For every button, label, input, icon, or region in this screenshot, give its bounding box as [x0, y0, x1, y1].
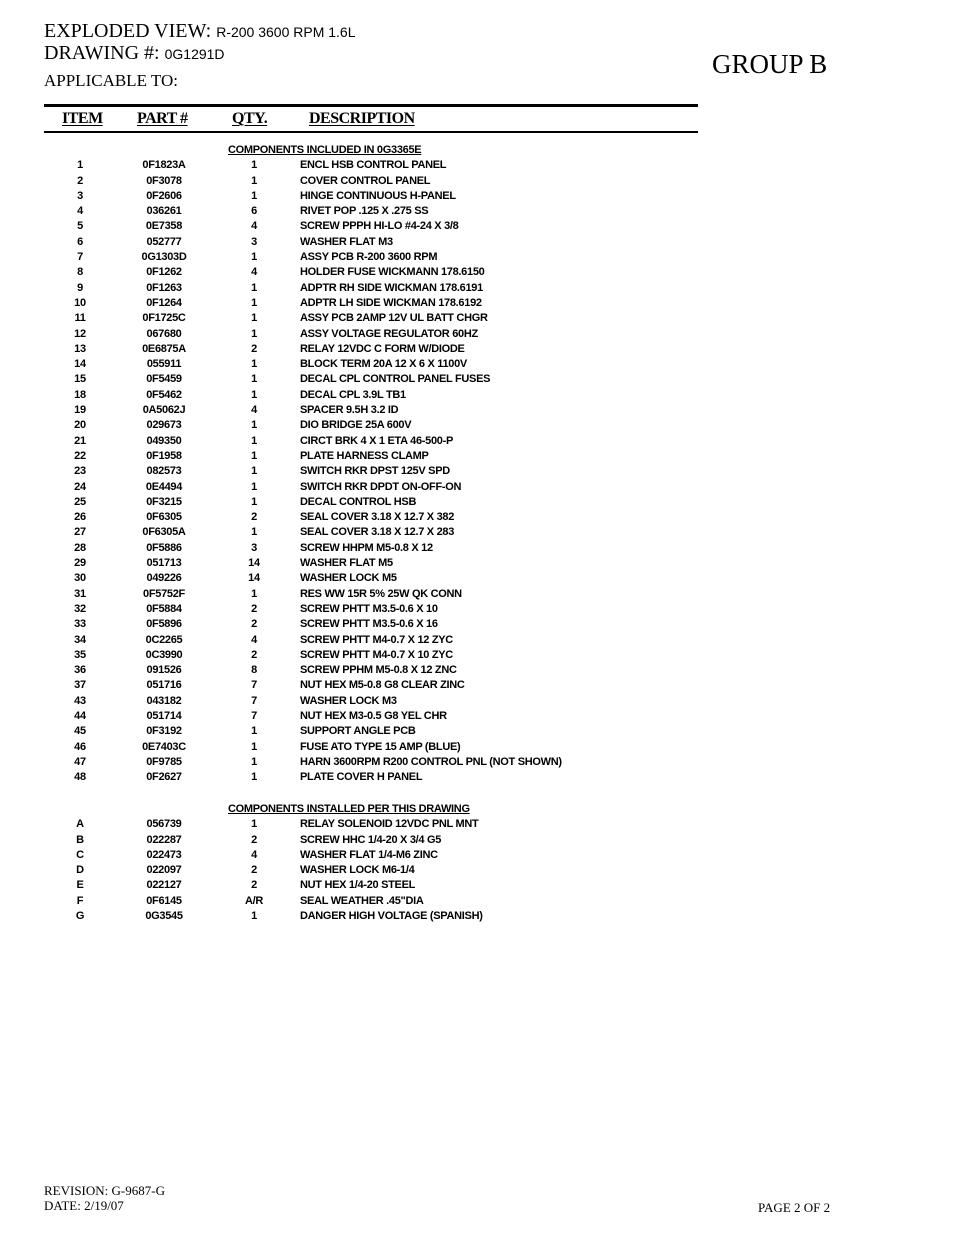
description-cell: PLATE COVER H PANEL	[300, 771, 423, 784]
part-number-cell: 0F2627	[146, 771, 182, 784]
quantity-cell: 2	[251, 833, 257, 846]
drawing-title	[44, 20, 356, 43]
description-cell: WASHER LOCK M3	[300, 694, 397, 707]
table-row	[44, 449, 698, 464]
item-cell: 14	[74, 358, 86, 371]
description-cell: SCREW HHC 1/4-20 X 3/4 G5	[300, 833, 442, 846]
part-number-cell: 067680	[146, 327, 182, 340]
description-cell: NUT HEX 1/4-20 STEEL	[300, 879, 416, 892]
description-cell: CIRCT BRK 4 X 1 ETA 46-500-P	[300, 434, 453, 447]
table-row	[44, 327, 698, 342]
table-row	[44, 817, 698, 832]
applicable-to: APPLICABLE TO:	[44, 71, 178, 90]
column-header-part: PART #	[137, 110, 188, 127]
quantity-cell: 1	[251, 725, 257, 738]
part-number-cell: 0C3990	[145, 648, 183, 661]
part-number-cell: 022287	[146, 833, 182, 846]
part-number-cell: 082573	[146, 465, 182, 478]
table-row	[44, 219, 698, 234]
part-number-cell: 0G1303D	[141, 251, 187, 264]
table-row	[44, 464, 698, 479]
description-cell: BLOCK TERM 20A 12 X 6 X 1100V	[300, 358, 467, 371]
item-cell: 8	[77, 266, 83, 279]
item-cell: 4	[77, 205, 83, 218]
table-row	[44, 372, 698, 387]
quantity-cell: 2	[251, 511, 257, 524]
table-row	[44, 434, 698, 449]
item-cell: 47	[74, 755, 86, 768]
quantity-cell: 1	[251, 480, 257, 493]
part-number-cell: 0F3192	[146, 725, 182, 738]
part-number-cell: 0E7403C	[142, 740, 186, 753]
item-cell: E	[76, 879, 84, 892]
quantity-cell: 1	[251, 189, 257, 202]
description-cell: HINGE CONTINUOUS H-PANEL	[300, 189, 456, 202]
part-number-cell: 029673	[146, 419, 182, 432]
quantity-cell: 1	[251, 495, 257, 508]
item-cell: 5	[77, 220, 83, 233]
item-cell: 37	[74, 679, 86, 692]
table-row	[44, 250, 698, 265]
quantity-cell: 7	[251, 694, 257, 707]
table-row	[44, 709, 698, 724]
page-number: PAGE 2 OF 2	[758, 1200, 831, 1215]
item-cell: 44	[74, 709, 86, 722]
quantity-cell: 1	[251, 465, 257, 478]
description-cell: RIVET POP .125 X .275 SS	[300, 205, 429, 218]
table-row	[44, 663, 698, 678]
group-label: GROUP B	[712, 49, 828, 79]
part-number-cell: 0F1958	[146, 449, 182, 462]
description-cell: DIO BRIDGE 25A 600V	[300, 419, 412, 432]
table-row	[44, 281, 698, 296]
table-row	[44, 633, 698, 648]
item-cell: G	[75, 910, 85, 923]
item-cell: 3	[77, 189, 83, 202]
item-cell: 33	[74, 618, 86, 631]
table-row	[44, 848, 698, 863]
item-cell: 48	[74, 771, 86, 784]
item-cell: C	[76, 848, 84, 861]
item-cell: 28	[74, 541, 86, 554]
part-number-cell: 051713	[146, 557, 182, 570]
quantity-cell: 4	[251, 633, 257, 646]
item-cell: 18	[74, 388, 86, 401]
quantity-cell: 7	[251, 679, 257, 692]
description-cell: RES WW 15R 5% 25W QK CONN	[300, 587, 462, 600]
quantity-cell: 14	[248, 557, 260, 570]
item-cell: D	[76, 864, 84, 877]
table-row	[44, 878, 698, 893]
part-number-cell: 0F5884	[146, 602, 182, 615]
quantity-cell: 4	[251, 404, 257, 417]
part-number-cell: 0F1264	[146, 296, 182, 309]
part-number-cell: 0A5062J	[142, 404, 186, 417]
part-number-cell: 049350	[146, 434, 182, 447]
part-number-cell: 0F3078	[146, 174, 182, 187]
description-cell: WASHER FLAT 1/4-M6 ZINC	[300, 848, 438, 861]
part-number-cell: 0F6305	[146, 511, 182, 524]
part-number-cell: 0E6875A	[142, 342, 186, 355]
item-cell: A	[76, 818, 84, 831]
part-number-cell: 0C2265	[145, 633, 183, 646]
part-number-cell: 0F1263	[146, 281, 182, 294]
description-cell: NUT HEX M3-0.5 G8 YEL CHR	[300, 709, 447, 722]
description-cell: WASHER LOCK M5	[300, 572, 397, 585]
description-cell: FUSE ATO TYPE 15 AMP (BLUE)	[300, 740, 461, 753]
quantity-cell: 8	[251, 664, 257, 677]
description-cell: SCREW PHTT M3.5-0.6 X 10	[300, 602, 438, 615]
part-number-cell: 052777	[146, 235, 182, 248]
part-number-cell: 0F1262	[146, 266, 182, 279]
item-cell: 1	[77, 159, 83, 172]
description-cell: RELAY SOLENOID 12VDC PNL MNT	[300, 818, 479, 831]
part-number-cell: 0F5752F	[143, 587, 185, 600]
parts-rows	[44, 158, 698, 785]
part-number-cell: 0F5896	[146, 618, 182, 631]
description-cell: DECAL CPL CONTROL PANEL FUSES	[300, 373, 491, 386]
part-number-cell: 0E4494	[145, 480, 183, 493]
quantity-cell: 1	[251, 910, 257, 923]
item-cell: 22	[74, 449, 86, 462]
item-cell: 10	[74, 296, 86, 309]
table-row	[44, 755, 698, 770]
drawing-number	[44, 42, 225, 65]
part-number-cell: 022473	[146, 848, 182, 861]
description-cell: SEAL WEATHER .45"DIA	[300, 894, 424, 907]
description-cell: PLATE HARNESS CLAMP	[300, 449, 429, 462]
description-cell: SCREW PHTT M4-0.7 X 10 ZYC	[300, 648, 453, 661]
table-row	[44, 311, 698, 326]
description-cell: WASHER FLAT M3	[300, 235, 393, 248]
description-cell: SCREW PPHM M5-0.8 X 12 ZNC	[300, 664, 457, 677]
item-cell: 32	[74, 602, 86, 615]
part-number-cell: 0E7358	[145, 220, 183, 233]
quantity-cell: 4	[251, 266, 257, 279]
quantity-cell: 2	[251, 342, 257, 355]
part-number-cell: 022127	[146, 879, 182, 892]
item-cell: 36	[74, 664, 86, 677]
part-number-cell: 0F1823A	[142, 159, 186, 172]
quantity-cell: 1	[251, 755, 257, 768]
description-cell: SEAL COVER 3.18 X 12.7 X 382	[300, 511, 455, 524]
quantity-cell: 4	[251, 848, 257, 861]
quantity-cell: 2	[251, 618, 257, 631]
part-number-cell: 051716	[146, 679, 182, 692]
table-row	[44, 602, 698, 617]
description-cell: ENCL HSB CONTROL PANEL	[300, 159, 447, 172]
table-row	[44, 418, 698, 433]
table-row	[44, 235, 698, 250]
item-cell: 6	[77, 235, 83, 248]
description-cell: ASSY PCB R-200 3600 RPM	[300, 251, 438, 264]
title-value: R-200 3600 RPM 1.6L	[216, 24, 356, 40]
table-row	[44, 894, 698, 909]
description-cell: HARN 3600RPM R200 CONTROL PNL (NOT SHOWN)	[300, 755, 562, 768]
quantity-cell: 3	[251, 541, 257, 554]
table-row	[44, 863, 698, 878]
revision: REVISION: G-9687-G	[44, 1183, 165, 1198]
table-row	[44, 571, 698, 586]
quantity-cell: 1	[251, 740, 257, 753]
section-title: COMPONENTS INCLUDED IN 0G3365E	[228, 144, 422, 156]
quantity-cell: 1	[251, 312, 257, 325]
description-cell: SCREW PPPH HI-LO #4-24 X 3/8	[300, 220, 459, 233]
item-cell: 46	[74, 740, 86, 753]
quantity-cell: 1	[251, 449, 257, 462]
item-cell: 25	[74, 495, 86, 508]
item-cell: 31	[74, 587, 86, 600]
quantity-cell: 3	[251, 235, 257, 248]
item-cell: 12	[74, 327, 86, 340]
part-number-cell: 022097	[146, 864, 182, 877]
part-number-cell: 0F5462	[146, 388, 182, 401]
table-row	[44, 510, 698, 525]
drawing-value: 0G1291D	[164, 46, 225, 62]
quantity-cell: 1	[251, 526, 257, 539]
column-header-item: ITEM	[62, 110, 103, 127]
description-cell: WASHER LOCK M6-1/4	[300, 864, 415, 877]
quantity-cell: A/R	[244, 894, 264, 907]
quantity-cell: 1	[251, 818, 257, 831]
description-cell: DANGER HIGH VOLTAGE (SPANISH)	[300, 910, 483, 923]
item-cell: 7	[77, 251, 83, 264]
quantity-cell: 1	[251, 771, 257, 784]
description-cell: SUPPORT ANGLE PCB	[300, 725, 416, 738]
description-cell: SCREW HHPM M5-0.8 X 12	[300, 541, 433, 554]
table-row	[44, 587, 698, 602]
part-number-cell: 051714	[146, 709, 182, 722]
quantity-cell: 1	[251, 327, 257, 340]
description-cell: ADPTR LH SIDE WICKMAN 178.6192	[300, 296, 482, 309]
description-cell: SEAL COVER 3.18 X 12.7 X 283	[300, 526, 455, 539]
part-number-cell: 043182	[146, 694, 182, 707]
item-cell: 13	[74, 342, 86, 355]
column-header-description: DESCRIPTION	[309, 110, 415, 127]
description-cell: HOLDER FUSE WICKMANN 178.6150	[300, 266, 485, 279]
description-cell: RELAY 12VDC C FORM W/DIODE	[300, 342, 465, 355]
item-cell: 43	[74, 694, 86, 707]
description-cell: SWITCH RKR DPDT ON-OFF-ON	[300, 480, 462, 493]
part-number-cell: 0F5886	[146, 541, 182, 554]
table-row	[44, 833, 698, 848]
table-row	[44, 556, 698, 571]
quantity-cell: 2	[251, 864, 257, 877]
item-cell: 2	[77, 174, 83, 187]
part-number-cell: 055911	[146, 358, 182, 371]
header-rule-bottom	[44, 131, 698, 133]
table-row	[44, 403, 698, 418]
item-cell: 19	[74, 404, 86, 417]
quantity-cell: 4	[251, 220, 257, 233]
drawing-label: DRAWING #:	[44, 42, 160, 64]
item-cell: 27	[74, 526, 86, 539]
description-cell: DECAL CONTROL HSB	[300, 495, 417, 508]
description-cell: SCREW PHTT M3.5-0.6 X 16	[300, 618, 438, 631]
description-cell: NUT HEX M5-0.8 G8 CLEAR ZINC	[300, 679, 465, 692]
quantity-cell: 1	[251, 388, 257, 401]
part-number-cell: 0F9785	[146, 755, 182, 768]
quantity-cell: 1	[251, 419, 257, 432]
table-row	[44, 525, 698, 540]
header-rule-top	[44, 104, 698, 107]
table-row	[44, 204, 698, 219]
table-row	[44, 357, 698, 372]
quantity-cell: 1	[251, 251, 257, 264]
quantity-cell: 1	[251, 587, 257, 600]
description-cell: DECAL CPL 3.9L TB1	[300, 388, 406, 401]
table-row	[44, 265, 698, 280]
part-number-cell: 0F6145	[146, 894, 182, 907]
quantity-cell: 2	[251, 879, 257, 892]
quantity-cell: 2	[251, 602, 257, 615]
description-cell: ADPTR RH SIDE WICKMAN 178.6191	[300, 281, 483, 294]
item-cell: 35	[74, 648, 86, 661]
part-number-cell: 049226	[146, 572, 182, 585]
quantity-cell: 6	[251, 205, 257, 218]
item-cell: 34	[74, 633, 86, 646]
description-cell: SCREW PHTT M4-0.7 X 12 ZYC	[300, 633, 453, 646]
table-row	[44, 388, 698, 403]
quantity-cell: 1	[251, 434, 257, 447]
part-number-cell: 036261	[146, 205, 182, 218]
part-number-cell: 0G3545	[145, 910, 183, 923]
table-row	[44, 189, 698, 204]
part-number-cell: 0F6305A	[142, 526, 186, 539]
item-cell: 20	[74, 419, 86, 432]
description-cell: SPACER 9.5H 3.2 ID	[300, 404, 399, 417]
part-number-cell: 0F1725C	[142, 312, 186, 325]
table-row	[44, 678, 698, 693]
description-cell: ASSY VOLTAGE REGULATOR 60HZ	[300, 327, 478, 340]
title-label: EXPLODED VIEW:	[44, 20, 212, 42]
section-title: COMPONENTS INSTALLED PER THIS DRAWING	[228, 803, 470, 815]
table-row	[44, 724, 698, 739]
description-cell: SWITCH RKR DPST 125V SPD	[300, 465, 450, 478]
column-header-qty: QTY.	[232, 110, 268, 127]
table-row	[44, 158, 698, 173]
table-row	[44, 296, 698, 311]
part-number-cell: 056739	[146, 818, 182, 831]
quantity-cell: 14	[248, 572, 260, 585]
item-cell: 15	[74, 373, 86, 386]
quantity-cell: 7	[251, 709, 257, 722]
table-row	[44, 648, 698, 663]
item-cell: 11	[74, 312, 86, 325]
quantity-cell: 1	[251, 373, 257, 386]
description-cell: WASHER FLAT M5	[300, 557, 393, 570]
quantity-cell: 1	[251, 174, 257, 187]
item-cell: 29	[74, 557, 86, 570]
quantity-cell: 1	[251, 296, 257, 309]
table-row	[44, 694, 698, 709]
quantity-cell: 1	[251, 358, 257, 371]
table-row	[44, 174, 698, 189]
item-cell: 26	[74, 511, 86, 524]
table-row	[44, 909, 698, 924]
item-cell: F	[76, 894, 84, 907]
table-row	[44, 770, 698, 785]
table-row	[44, 541, 698, 556]
parts-rows	[44, 817, 698, 924]
part-number-cell: 091526	[146, 664, 182, 677]
part-number-cell: 0F5459	[146, 373, 182, 386]
table-row	[44, 495, 698, 510]
table-row	[44, 740, 698, 755]
quantity-cell: 2	[251, 648, 257, 661]
item-cell: 23	[74, 465, 86, 478]
item-cell: 45	[74, 725, 86, 738]
table-row	[44, 342, 698, 357]
part-number-cell: 0F3215	[146, 495, 182, 508]
item-cell: B	[76, 833, 84, 846]
description-cell: COVER CONTROL PANEL	[300, 174, 431, 187]
revision-date: DATE: 2/19/07	[44, 1198, 124, 1213]
item-cell: 9	[77, 281, 83, 294]
quantity-cell: 1	[251, 159, 257, 172]
description-cell: ASSY PCB 2AMP 12V UL BATT CHGR	[300, 312, 488, 325]
table-row	[44, 480, 698, 495]
quantity-cell: 1	[251, 281, 257, 294]
item-cell: 30	[74, 572, 86, 585]
item-cell: 24	[74, 480, 86, 493]
item-cell: 21	[74, 434, 86, 447]
table-row	[44, 617, 698, 632]
part-number-cell: 0F2606	[146, 189, 182, 202]
